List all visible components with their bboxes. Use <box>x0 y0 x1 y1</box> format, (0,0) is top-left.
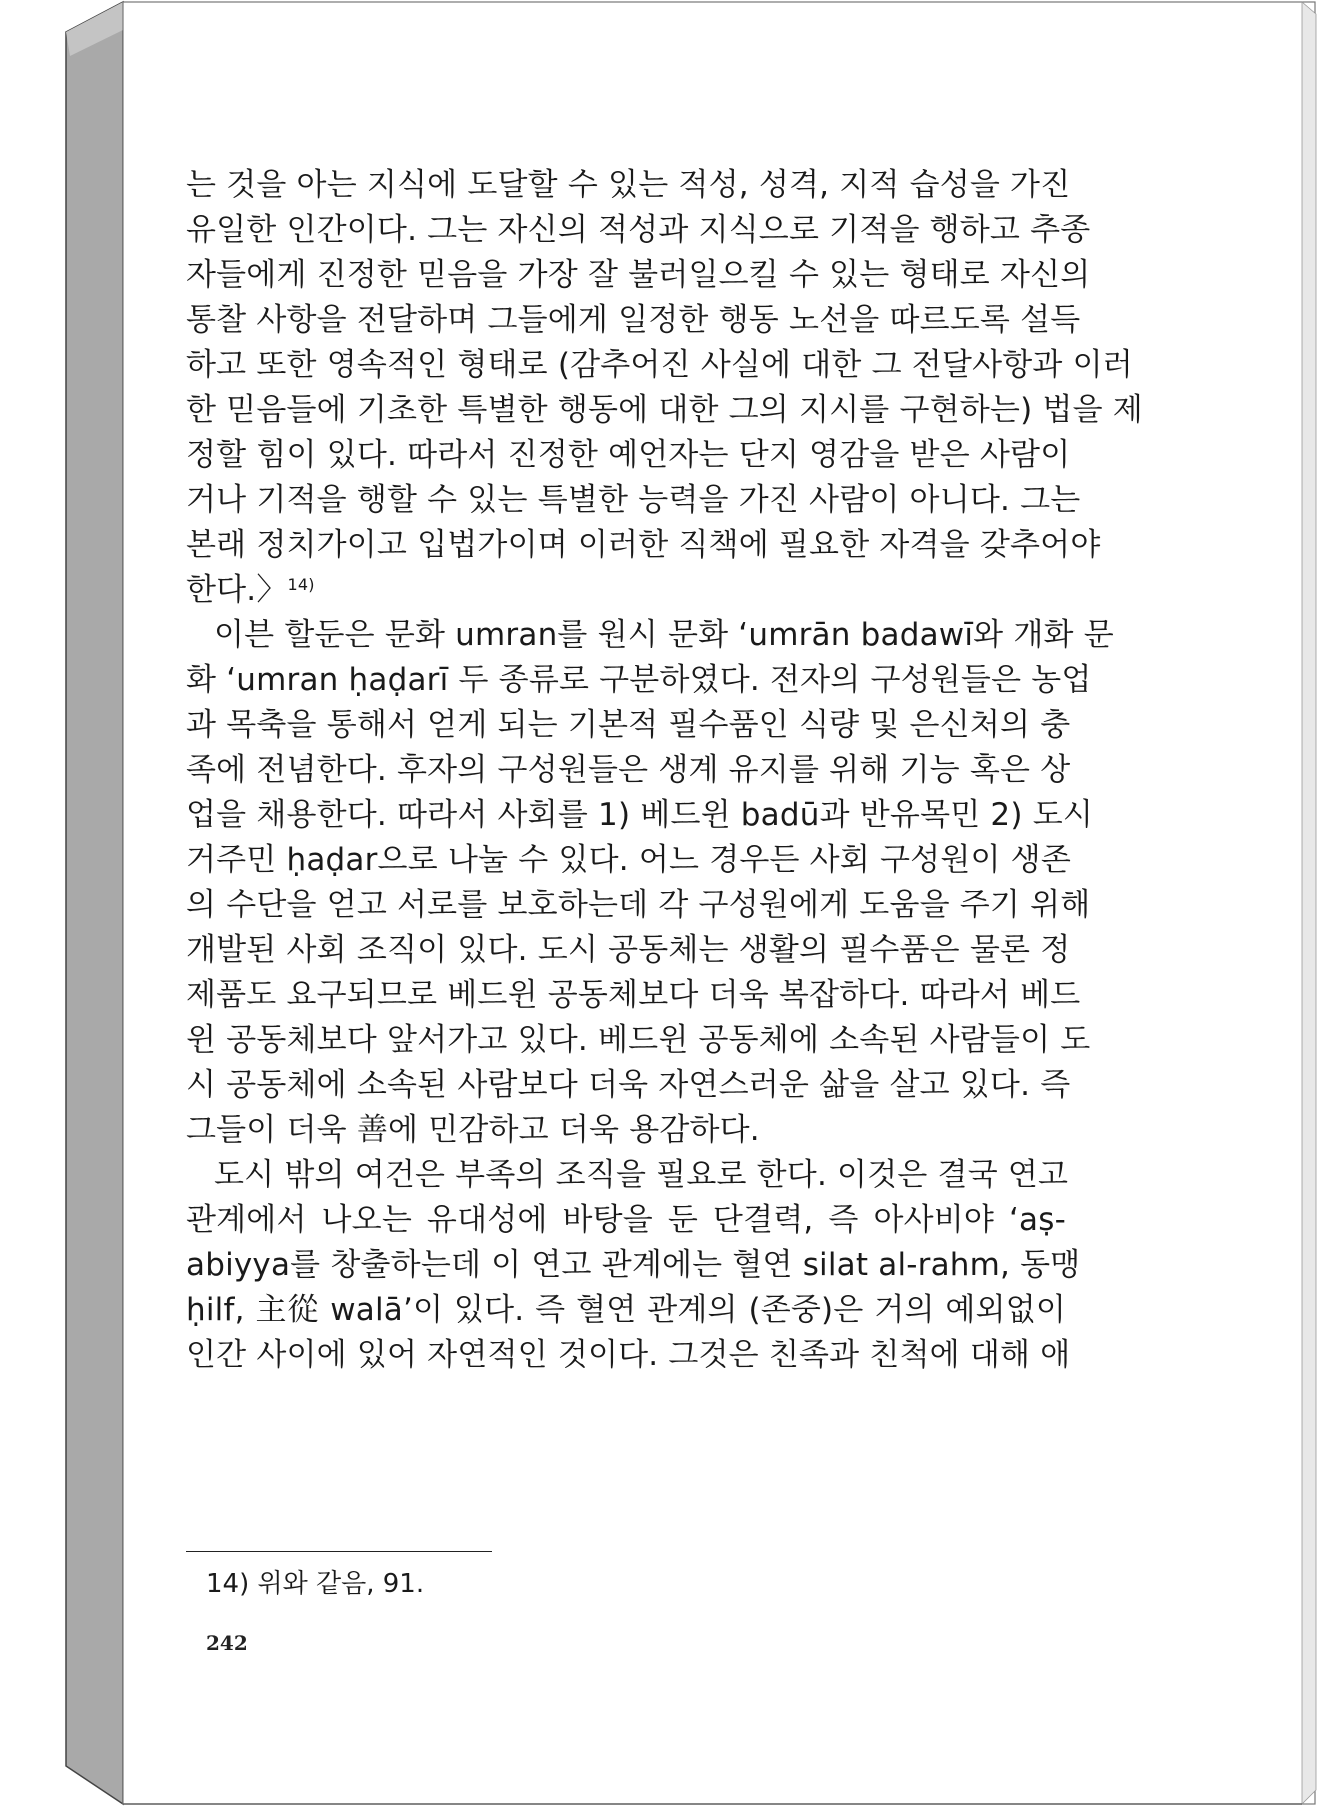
text-line: 자들에게 진정한 믿음을 가장 잘 불러일으킬 수 있는 형태로 자신의 <box>186 257 1091 293</box>
text-line: 거나 기적을 행할 수 있는 특별한 능력을 가진 사람이 아니다. 그는 <box>186 482 1081 518</box>
body-text <box>186 163 1143 1378</box>
text-line: 개발된 사회 조직이 있다. 도시 공동체는 생활의 필수품은 물론 정 <box>186 932 1071 968</box>
text-line: 족에 전념한다. 후자의 구성원들은 생계 유지를 위해 기능 혹은 상 <box>186 752 1071 788</box>
text-line: ḥilf, 主從 walā’이 있다. 즉 혈연 관계의 (존중)은 거의 예외없이 <box>186 1292 1066 1328</box>
text-line: 그들이 더욱 善에 민감하고 더욱 용감하다. <box>186 1112 760 1148</box>
text-line: 정할 힘이 있다. 따라서 진정한 예언자는 단지 영감을 받은 사람이 <box>186 437 1071 473</box>
paragraph <box>186 1153 1081 1378</box>
text-line: 한 믿음들에 기초한 특별한 행동에 대한 그의 지시를 구현하는) 법을 제 <box>186 392 1143 428</box>
text-line: 인간 사이에 있어 자연적인 것이다. 그것은 친족과 친척에 대해 애 <box>186 1337 1071 1373</box>
text-line: 시 공동체에 소속된 사람보다 더욱 자연스러운 삶을 살고 있다. 즉 <box>186 1067 1071 1103</box>
text-line: 의 수단을 얻고 서로를 보호하는데 각 구성원에게 도움을 주기 위해 <box>186 887 1091 923</box>
paragraph <box>186 613 1114 1153</box>
footnote-divider <box>186 1551 492 1552</box>
text-line: 는 것을 아는 지식에 도달할 수 있는 적성, 성격, 지적 습성을 가진 <box>186 167 1071 203</box>
text-line: 윈 공동체보다 앞서가고 있다. 베드윈 공동체에 소속된 사람들이 도 <box>186 1022 1091 1058</box>
text-line: 화 ‘umran ḥaḍarī 두 종류로 구분하였다. 전자의 구성원들은 농업 <box>186 662 1092 698</box>
paragraph <box>186 163 1143 613</box>
text-line: 제품도 요구되므로 베드윈 공동체보다 더욱 복잡하다. 따라서 베드 <box>186 977 1081 1013</box>
page-number: 242 <box>206 1631 248 1655</box>
text-line: 도시 밖의 여건은 부족의 조직을 필요로 한다. 이것은 결국 연고 <box>214 1157 1069 1193</box>
text-line: 이븐 할둔은 문화 umran를 원시 문화 ‘umrān badawī와 개화 문 <box>214 617 1114 653</box>
text-line: 하고 또한 영속적인 형태로 (감추어진 사실에 대한 그 전달사항과 이러 <box>186 347 1133 383</box>
footnote-ref: 14) <box>287 575 315 594</box>
text-line: 본래 정치가이고 입법가이며 이러한 직책에 필요한 자격을 갖추어야 <box>186 527 1101 563</box>
text-line: 업을 채용한다. 따라서 사회를 1) 베드윈 badū과 반유목민 2) 도시 <box>186 797 1093 833</box>
text-line: abiyya를 창출하는데 이 연고 관계에는 혈연 silat al-rahm, 동맹 <box>186 1247 1081 1283</box>
footnote-14: 14) 위와 같음, 91. <box>206 1569 425 1599</box>
text-line: 과 목축을 통해서 얻게 되는 기본적 필수품인 식량 및 은신처의 충 <box>186 707 1071 743</box>
text-line: 거주민 ḥaḍar으로 나눌 수 있다. 어느 경우든 사회 구성원이 생존 <box>186 842 1071 878</box>
text-line: 통찰 사항을 전달하며 그들에게 일정한 행동 노선을 따르도록 설득 <box>186 302 1081 338</box>
text-line: 한다.〉$^{14)}$ <box>186 572 315 608</box>
text-line: 유일한 인간이다. 그는 자신의 적성과 지식으로 기적을 행하고 추종 <box>186 212 1091 248</box>
text-line: 관계에서 나오는 유대성에 바탕을 둔 단결력, 즉 아사비야 ‘aṣ- <box>186 1202 1066 1238</box>
